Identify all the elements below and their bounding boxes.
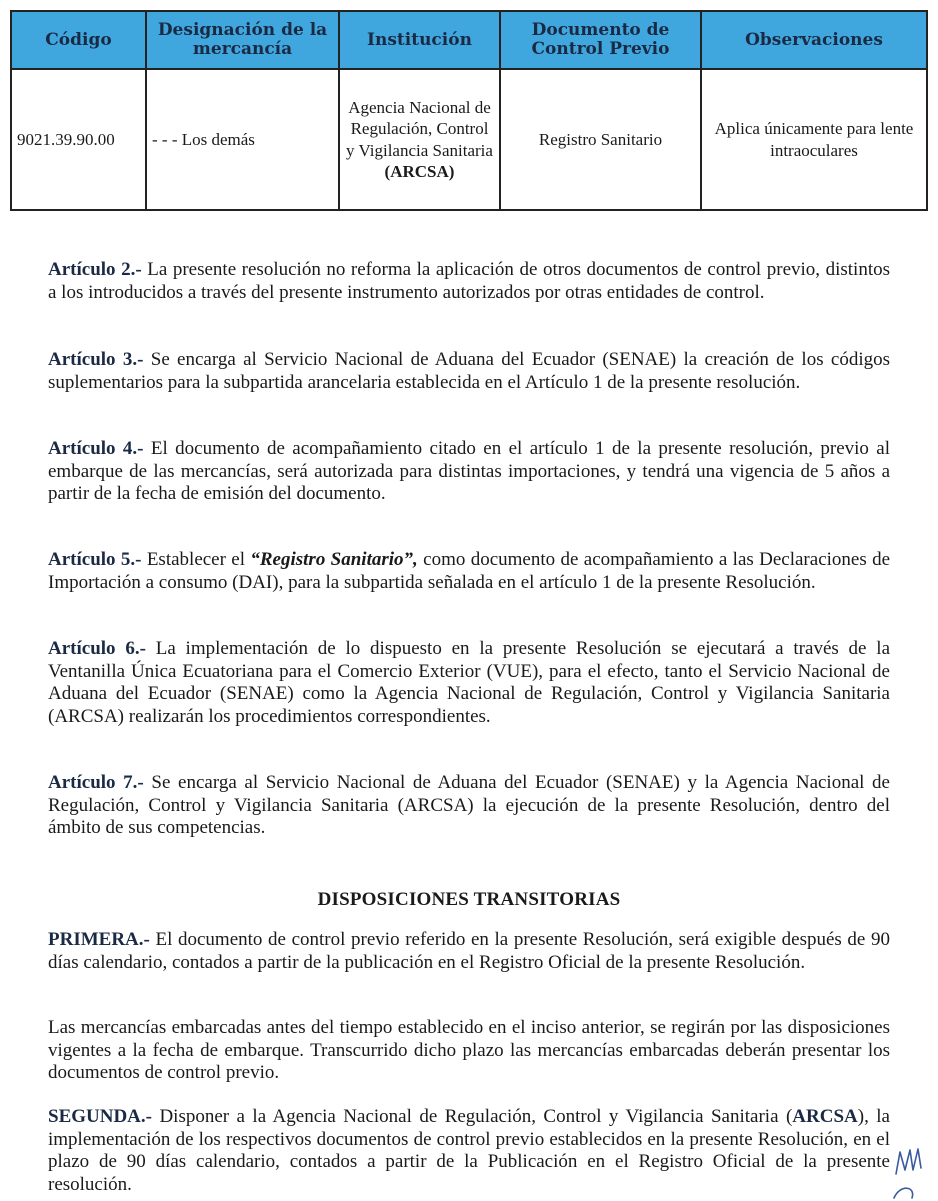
cell-observaciones: Aplica únicamente para lente intraoculares: [701, 69, 927, 210]
header-observaciones: Observaciones: [701, 11, 927, 69]
transitoria-paragraph: Las mercancías embarcadas antes del tiempo establecido en el inciso anterior, se regirán por las disposiciones vigentes a la fecha de embarque. Transcurrido dicho plazo las mercancías embarcadas deberán presentar los documentos de control previo.: [48, 1017, 890, 1083]
article-4: [48, 438, 890, 506]
handwritten-initials-icon: [890, 1140, 934, 1201]
article-text: Se encarga al Servicio Nacional de Aduana del Ecuador (SENAE) la creación de los códigos suplementarios para la subpartida arancelaria establecida en el Artículo 1 de la presente resolución.: [48, 349, 891, 393]
disposicion-primera: [48, 929, 890, 974]
registro-sanitario-emphasis: “Registro Sanitario”,: [250, 549, 418, 570]
article-text: Se encarga al Servicio Nacional de Aduana del Ecuador (SENAE) y la Agencia Nacional de Regulación, Control y Vigilancia Sanitaria (ARCSA) la ejecución de la presente Resolución, dentro del ámbito de sus competencias.: [48, 772, 890, 838]
institucion-name: Agencia Nacional de Regulación, Control y Vigilancia Sanitaria: [346, 97, 493, 160]
article-text: La presente resolución no reforma la aplicación de otros documentos de control previo, distintos a los introducidos a través del presente instrumento autorizados por otras entidades de control.: [48, 259, 890, 303]
cell-codigo: 9021.39.90.00: [11, 69, 146, 210]
cell-institucion: [339, 69, 500, 210]
header-designacion: Designación de la mercancía: [146, 11, 339, 69]
article-title: Artículo 2.-: [48, 259, 142, 280]
segunda-text-post: ), la implementación de los respectivos documentos de control previo establecidos en la presente Resolución, en el plazo de 90 días calendario, contados a partir de la Publicación en el Registro Oficial de la presente resolución.: [48, 1106, 890, 1195]
article-text: como documento de acompañamiento a las Declaraciones de Importación a consumo (DAI), para la subpartida señalada en el artículo 1 de la presente Resolución.: [48, 549, 891, 593]
article-title: Artículo 7.-: [48, 772, 144, 793]
article-text: El documento de acompañamiento citado en el artículo 1 de la presente resolución, previo al embarque de las mercancías, será autorizada para distintas importaciones, y tendrá una vigencia de 5 años a partir de la fecha de emisión del documento.: [48, 438, 891, 504]
article-2: [48, 259, 890, 304]
cell-documento: Registro Sanitario: [500, 69, 701, 210]
primera-text: El documento de control previo referido en la presente Resolución, será exigible después de 90 días calendario, contados a partir de la publicación en el Registro Oficial de la presente Resolución.: [48, 929, 890, 973]
section-heading: DISPOSICIONES TRANSITORIAS: [317, 889, 621, 910]
segunda-title: SEGUNDA.-: [48, 1106, 152, 1127]
header-documento: Documento de Control Previo: [500, 11, 701, 69]
article-title: Artículo 4.-: [48, 438, 144, 459]
article-text: La implementación de lo dispuesto en la presente Resolución se ejecutará a través de la Ventanilla Única Ecuatoriana para el Comercio Exterior (VUE), para el efecto, tanto el Servicio Nacional de Aduana del Ecuador (SENAE) como la Agencia Nacional de Regulación, Control y Vigilancia Sanitaria (ARCSA) realizarán los procedimientos correspondientes.: [48, 638, 890, 727]
header-codigo: Código: [11, 11, 146, 69]
article-title: Artículo 6.-: [48, 638, 146, 659]
article-6: [48, 638, 890, 728]
article-title: Artículo 5.-: [48, 549, 142, 570]
article-5: [48, 549, 890, 594]
article-text-pre: Establecer el: [146, 549, 246, 570]
article-3: [48, 349, 890, 394]
table-header-row: [11, 11, 927, 69]
control-table: [10, 10, 928, 211]
segunda-acronym: ARCSA: [792, 1106, 858, 1127]
article-title: Artículo 3.-: [48, 349, 144, 370]
cell-designacion: - - - Los demás: [146, 69, 339, 210]
primera-title: PRIMERA.-: [48, 929, 150, 950]
institucion-acronym: (ARCSA): [384, 162, 455, 181]
header-institucion: Institución: [339, 11, 500, 69]
segunda-text-pre: Disponer a la Agencia Nacional de Regulación, Control y Vigilancia Sanitaria (: [159, 1106, 793, 1127]
table-row: [11, 69, 927, 210]
article-7: [48, 772, 890, 840]
disposicion-segunda: [48, 1106, 890, 1196]
